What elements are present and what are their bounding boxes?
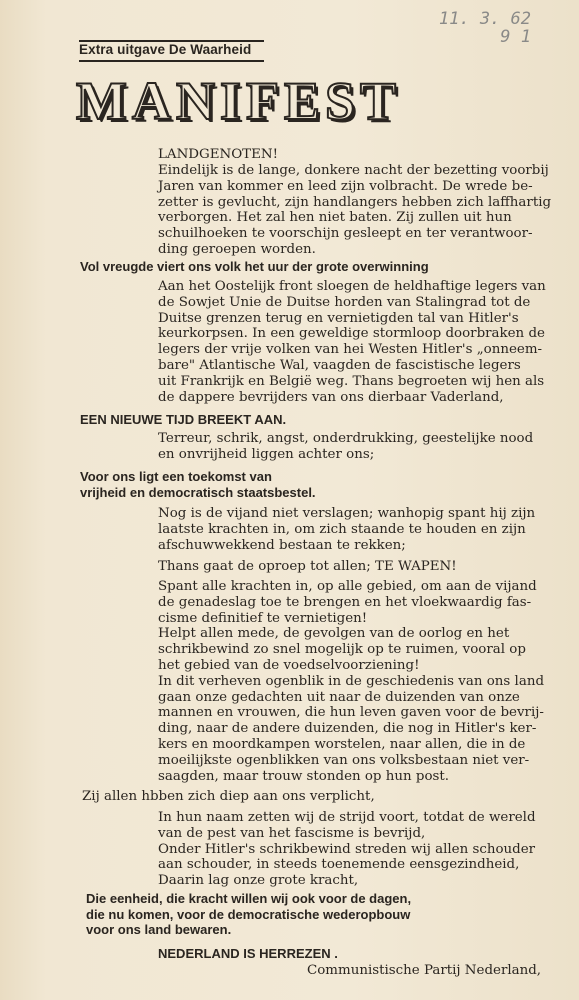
- text-line: Terreur, schrik, angst, onderdrukking, geestelijke nood: [158, 431, 534, 446]
- text-line: moeilijkste ogenblikken van ons volksbestaan niet ver-: [158, 752, 530, 768]
- text-line: mannen en vrouwen, die hun leven gaven voor de bevrij-: [158, 705, 544, 721]
- heading-victory: Vol vreugde viert ons volk het uur der grote overwinning: [80, 259, 429, 274]
- text-line: schuilhoeken te voorschijn gesleept en ter verantwoor-: [158, 226, 533, 242]
- heading-line: vrijheid en democratisch staatsbestel.: [80, 484, 316, 500]
- heading-unity: [86, 891, 411, 938]
- note-line: 9 1: [500, 27, 531, 47]
- text-line: zetter is gevlucht, zijn handlangers hebben zich laffhartig: [158, 194, 552, 210]
- text-line: In hun naam zetten wij de strijd voort, totdat de wereld: [158, 810, 536, 825]
- page-title: MANIFEST: [76, 71, 402, 131]
- text-line: Daarin lag onze grote kracht,: [158, 873, 359, 889]
- text-line: verborgen. Het zal hen niet baten. Zij zullen uit hun: [158, 210, 512, 226]
- text-line: de Sowjet Unie de Duitse horden van Stalingrad tot de: [158, 294, 531, 310]
- heading-line: Die eenheid, die kracht willen wij ook voor de dagen,: [86, 891, 412, 906]
- text-line: Jaren van kommer en leed zijn volbracht. De wrede be-: [158, 178, 533, 194]
- note-line: 11. 3. 62: [438, 9, 531, 29]
- handwritten-note: [439, 10, 531, 46]
- text-line: de dappere bevrijders van ons dierbaar Vaderland,: [158, 389, 504, 405]
- text-line: ding, naar de andere duizenden, die nog in Hitler's ker-: [158, 721, 537, 737]
- paragraph-call-to-arms: Thans gaat de oproep tot allen; TE WAPEN!: [158, 559, 457, 574]
- heading-line: voor ons land bewaren.: [86, 922, 232, 937]
- rule-bottom: [79, 60, 264, 62]
- text-line: gaan onze gedachten uit naar de duizenden van onze: [158, 689, 520, 705]
- closing-slogan: NEDERLAND IS HERREZEN .: [158, 946, 338, 961]
- text-line: In dit verheven ogenblik in de geschiedenis van ons land: [158, 673, 545, 689]
- text-line: Nog is de vijand niet verslagen; wanhopig spant hij zijn: [158, 506, 536, 521]
- signature: Communistische Partij Nederland,: [307, 963, 542, 978]
- text-line: Aan het Oostelijk front sloegen de heldhaftige legers van: [158, 279, 546, 294]
- text-line: laatste krachten in, om zich staande te houden en zijn: [158, 521, 526, 537]
- subtitle: Extra uitgave De Waarheid: [79, 42, 252, 57]
- text-line: Onder Hitler's schrikbewind streden wij allen schouder: [158, 841, 536, 857]
- text-line: Helpt allen mede, de gevolgen van de oorlog en het: [158, 626, 510, 642]
- text-line: cisme definitief te vernietigen!: [158, 610, 368, 626]
- text-line: van de pest van het fascisme is bevrijd,: [158, 825, 426, 841]
- heading-line: Voor ons ligt een toekomst van: [80, 469, 272, 484]
- text-line: ding geroepen worden.: [158, 241, 316, 257]
- text-line: aan schouder, in steeds toenemende eensgezindheid,: [158, 857, 520, 873]
- text-line: Eindelijk is de lange, donkere nacht der bezetting voorbij: [158, 163, 549, 178]
- text-line: het gebied van de voedselvoorziening!: [158, 657, 420, 673]
- paragraph-fronts: [158, 279, 546, 405]
- text-line: Spant alle krachten in, op alle gebied, om aan de vijand: [158, 579, 537, 594]
- heading-line: die nu komen, voor de democratische wederopbouw: [86, 906, 411, 922]
- text-line: saagden, maar trouw stonden op hun post.: [158, 768, 450, 784]
- text-line: uit Frankrijk en België weg. Thans begroeten wij hen als: [158, 373, 545, 389]
- paragraph-obligation: Zij allen hbben zich diep aan ons verplicht,: [82, 789, 375, 804]
- text-line: bare" Atlantische Wal, vaagden de fascistische legers: [158, 357, 521, 373]
- heading-future: [80, 469, 316, 500]
- paragraph-appeal: [158, 579, 545, 784]
- paragraph-enemy: [158, 506, 534, 553]
- text-line: de genadeslag toe te brengen en het vloekwaardig fas-: [158, 594, 532, 610]
- greeting: LANDGENOTEN!: [158, 147, 278, 162]
- text-line: schrikbewind zo snel mogelijk op te ruimen, vooral op: [158, 642, 526, 658]
- text-line: en onvrijheid liggen achter ons;: [158, 446, 375, 462]
- paragraph-struggle: [158, 810, 534, 889]
- text-line: kers en moordkampen worstelen, naar allen, die in de: [158, 736, 526, 752]
- text-line: legers der vrije volken van hei Westen Hitler's „onneem-: [158, 342, 543, 358]
- heading-new-time: EEN NIEUWE TIJD BREEKT AAN.: [80, 412, 287, 427]
- text-line: keurkorpsen. In een geweldige stormloop doorbraken de: [158, 326, 545, 342]
- paragraph-terror: [158, 431, 534, 463]
- text-line: Duitse grenzen terug en vernietigden tal van Hitler's: [158, 310, 519, 326]
- text-line: afschuwwekkend bestaan te rekken;: [158, 537, 406, 553]
- paragraph-liberation: [158, 163, 552, 258]
